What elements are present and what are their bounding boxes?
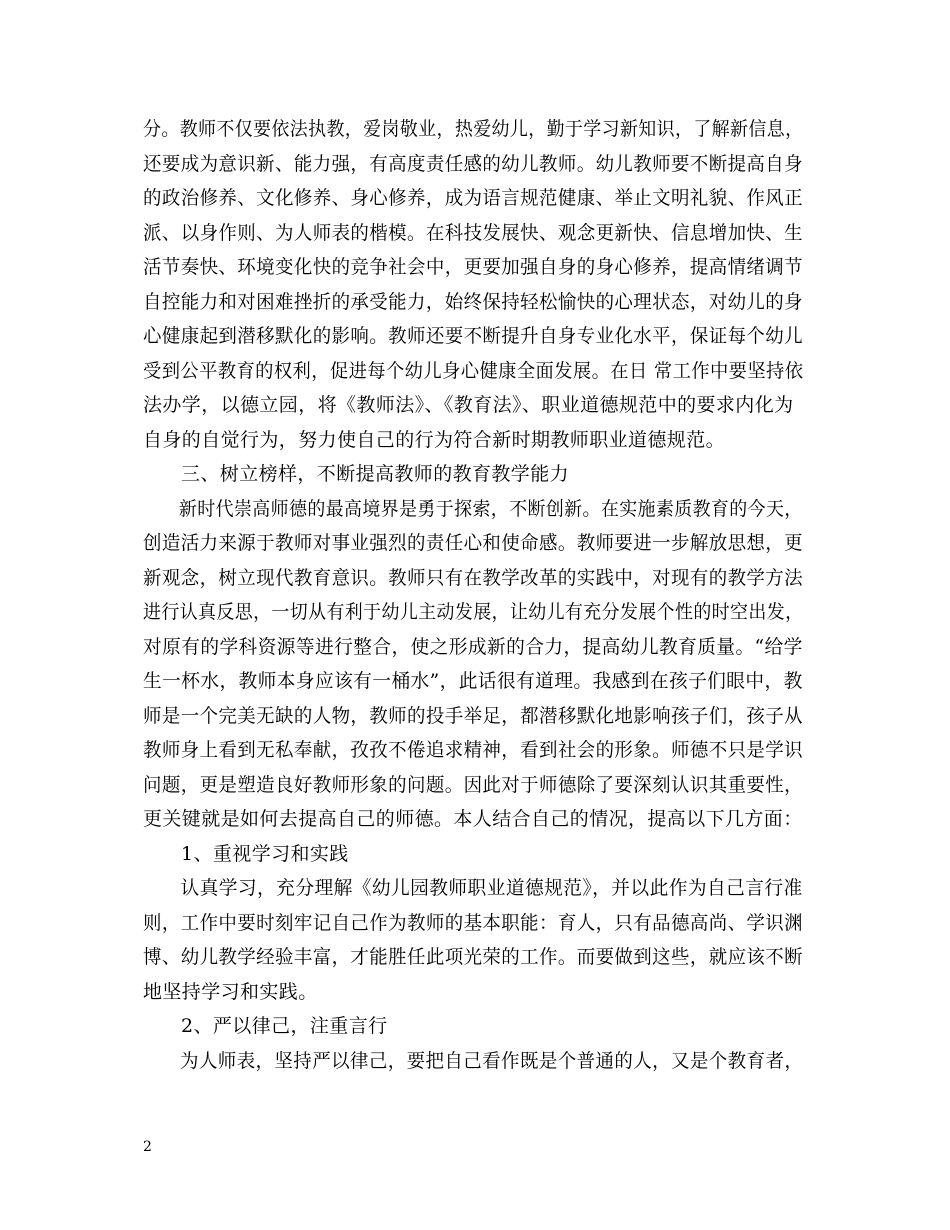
text-line: 则，工作中要时刻牢记自己作为教师的基本职能：育人，只有品德高尚、学识渊	[143, 911, 804, 934]
page-number: 2	[143, 1139, 152, 1155]
text-line: 分。教师不仅要依法执教，爱岗敬业，热爱幼儿，勤于学习新知识，了解新信息，	[143, 118, 804, 140]
text-line: 更关键就是如何去提高自己的师德。本人结合自己的情况，提高以下几方面：	[143, 808, 803, 830]
text-line: 受到公平教育的权利，促进每个幼儿身心健康全面发展。在日 常工作中要坚持依	[143, 359, 804, 382]
text-line: 问题，更是塑造良好教师形象的问题。因此对于师德除了要深刻认识其重要性，	[143, 773, 804, 796]
text-line: 自身的自觉行为，努力使自己的行为符合新时期教师职业道德规范。	[143, 428, 726, 451]
text-line: 派、以身作则、为人师表的楷模。在科技发展快、观念更新快、信息增加快、生	[143, 221, 804, 244]
document-body	[143, 112, 805, 1078]
text-line: 活节奏快、环境变化快的竞争社会中，更要加强自身的身心修养，提高情绪调节	[143, 256, 804, 278]
text-line: 教师身上看到无私奉献，孜孜不倦追求精神，看到社会的形象。师德不只是学识	[143, 739, 804, 761]
text-line: 1、重视学习和实践	[181, 842, 349, 865]
text-line: 自控能力和对困难挫折的承受能力，始终保持轻松愉快的心理状态，对幼儿的身	[143, 290, 804, 313]
text-line: 为人师表，坚持严以律己，要把自己看作既是个普通的人，又是个教育者，	[179, 1049, 804, 1072]
text-line: 生一杯水，教师本身应该有一桶水”，此话很有道理。我感到在孩子们眼中，教	[143, 670, 803, 692]
text-line: 创造活力来源于教师对事业强烈的责任心和使命感。教师要进一步解放思想，更	[143, 532, 804, 554]
text-line: 的政治修养、文化修养、身心修养，成为语言规范健康、举止文明礼貌、作风正	[143, 187, 804, 209]
text-line: 师是一个完美无缺的人物，教师的投手举足，都潜移默化地影响孩子们，孩子从	[143, 704, 804, 727]
text-line: 地坚持学习和实践。	[143, 980, 318, 1003]
text-line: 认真学习，充分理解《幼儿园教师职业道德规范》，并以此作为自己言行准	[180, 877, 803, 899]
text-line: 三、树立榜样，不断提高教师的教育教学能力	[181, 463, 570, 485]
text-line: 心健康起到潜移默化的影响。教师还要不断提升自身专业化水平，保证每个幼儿	[143, 325, 804, 347]
text-line: 法办学，以德立园，将《教师法》、《教育法》、职业道德规范中的要求内化为	[143, 394, 794, 416]
text-line: 新时代崇高师德的最高境界是勇于探索，不断创新。在实施素质教育的今天，	[178, 497, 803, 520]
text-line: 2、严以律己，注重言行	[181, 1015, 388, 1037]
text-line: 对原有的学科资源等进行整合，使之形成新的合力，提高幼儿教育质量。“给学	[143, 635, 803, 658]
text-line: 博、幼儿教学经验丰富，才能胜任此项光荣的工作。而要做到这些，就应该不断	[143, 946, 804, 968]
text-line: 还要成为意识新、能力强，有高度责任感的幼儿教师。幼儿教师要不断提高自身	[143, 152, 804, 175]
text-line: 进行认真反思，一切从有利于幼儿主动发展，让幼儿有充分发展个性的时空出发，	[143, 601, 804, 623]
text-line: 新观念，树立现代教育意识。教师只有在教学改革的实践中，对现有的教学方法	[143, 566, 804, 589]
